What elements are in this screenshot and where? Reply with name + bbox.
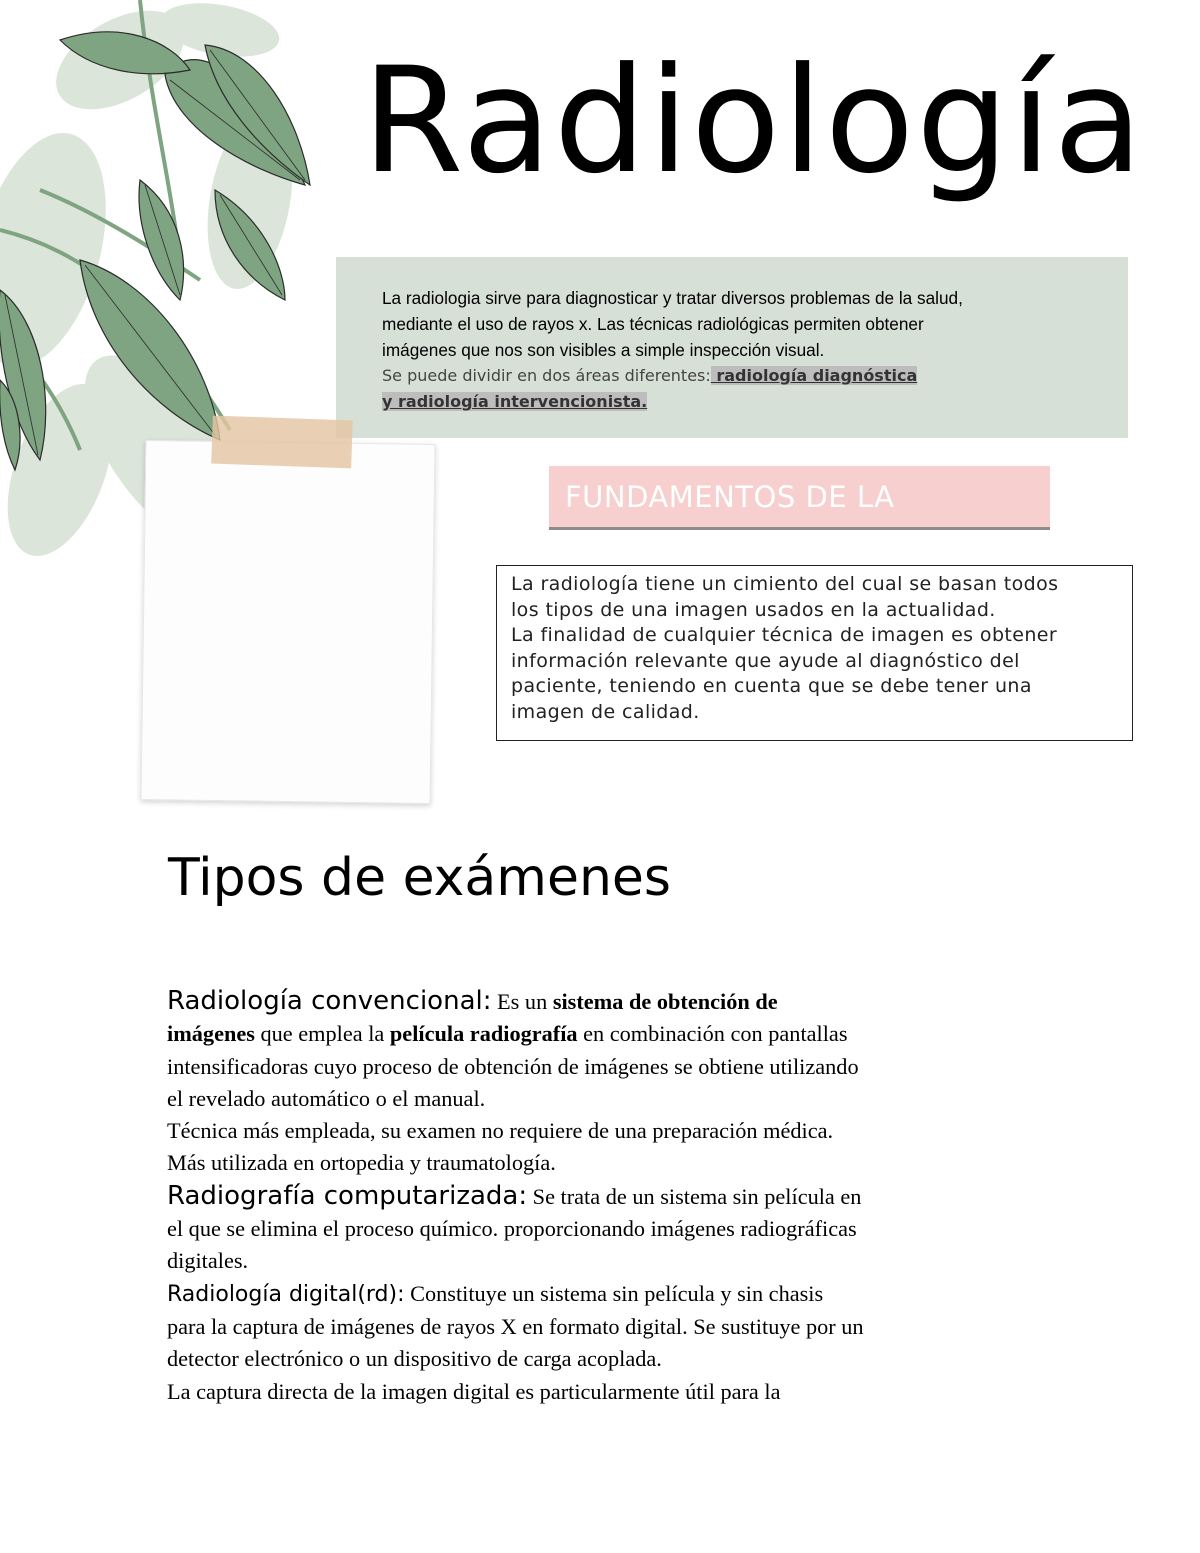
fundamentos-line-2: los tipos de una imagen usados en la actualidad. — [511, 598, 996, 621]
photo-frame — [141, 440, 436, 804]
fundamentos-line-3: La finalidad de cualquier técnica de imagen es obtener — [511, 624, 1058, 646]
convencional-line-3: intensificadoras cuyo proceso de obtención de imágenes se obtiene utilizando — [167, 1053, 859, 1079]
digital-line-1 — [167, 1278, 1047, 1311]
highlight-diagnostica — [711, 366, 917, 385]
convencional-line-1 — [167, 985, 1047, 1018]
digital-line-3: detector electrónico o un dispositivo de carga acoplada. — [167, 1346, 662, 1372]
tape-strip — [211, 416, 353, 469]
convencional-line-2 — [167, 1018, 1047, 1050]
convencional-term: Radiología convencional: — [167, 986, 492, 1016]
convencional-line-4: el revelado automático o el manual. — [167, 1085, 486, 1111]
tipos-body — [167, 985, 1047, 1408]
convencional-text-f: en combinación con pantallas — [577, 1021, 848, 1047]
fundamentos-line-1: La radiología tiene un cimiento del cual se basan todos — [511, 573, 1059, 595]
fundamentos-heading: FUNDAMENTOS DE LA — [565, 480, 895, 514]
page-title: Radiología — [362, 36, 1145, 206]
convencional-text-a: Es un — [491, 989, 553, 1014]
intro-line-4 — [382, 363, 1082, 389]
intro-line-5 — [382, 389, 1082, 415]
intro-line-2: mediante el uso de rayos x. Las técnicas radiológicas permiten obtener — [382, 314, 924, 334]
highlight-intervencionista — [382, 392, 647, 411]
intro-box — [336, 257, 1128, 438]
computarizada-line-2: el que se elimina el proceso químico. proporcionando imágenes radiográficas — [167, 1216, 857, 1242]
fundamentos-text-box — [496, 565, 1133, 741]
computarizada-line-1 — [167, 1180, 1047, 1213]
highlight-intervencionista-text: y radiología intervencionista. — [382, 392, 648, 411]
convencional-line-6: Más utilizada en ortopedia y traumatología. — [167, 1150, 556, 1176]
highlight-diagnostica-text: radiología diagnóstica — [710, 366, 918, 385]
convencional-bold-e: película radiografía — [389, 1021, 578, 1047]
tipos-heading: Tipos de exámenes — [168, 848, 671, 908]
fundamentos-line-4: información relevante que ayude al diagnóstico del — [511, 649, 1020, 672]
computarizada-term: Radiografía computarizada: — [167, 1180, 528, 1211]
computarizada-text-a: Se trata de un sistema sin película en — [527, 1183, 862, 1209]
fundamentos-line-6: imagen de calidad. — [511, 700, 700, 723]
convencional-line-5: Técnica más empleada, su examen no requiere de una preparación médica. — [167, 1118, 834, 1144]
digital-text-a: Constituye un sistema sin película y sin chasis — [404, 1280, 824, 1306]
intro-line-4-prefix: Se puede dividir en dos áreas diferentes: — [382, 366, 711, 385]
intro-line-1: La radiologia sirve para diagnosticar y tratar diversos problemas de la salud, — [382, 288, 963, 308]
intro-line-3: imágenes que nos son visibles a simple inspección visual. — [382, 340, 825, 360]
convencional-text-d: que emplea la — [254, 1021, 390, 1047]
computarizada-line-3: digitales. — [167, 1248, 249, 1274]
fundamentos-heading-box — [549, 466, 1050, 530]
convencional-bold-b: sistema de obtención de — [552, 989, 778, 1014]
digital-line-4: La captura directa de la imagen digital es particularmente útil para la — [167, 1378, 781, 1404]
convencional-bold-c: imágenes — [167, 1021, 255, 1047]
digital-term: Radiología digital(rd): — [167, 1281, 405, 1307]
fundamentos-line-5: paciente, teniendo en cuenta que se debe tener una — [511, 675, 1032, 697]
digital-line-2: para la captura de imágenes de rayos X en formato digital. Se sustituye por un — [167, 1313, 864, 1339]
